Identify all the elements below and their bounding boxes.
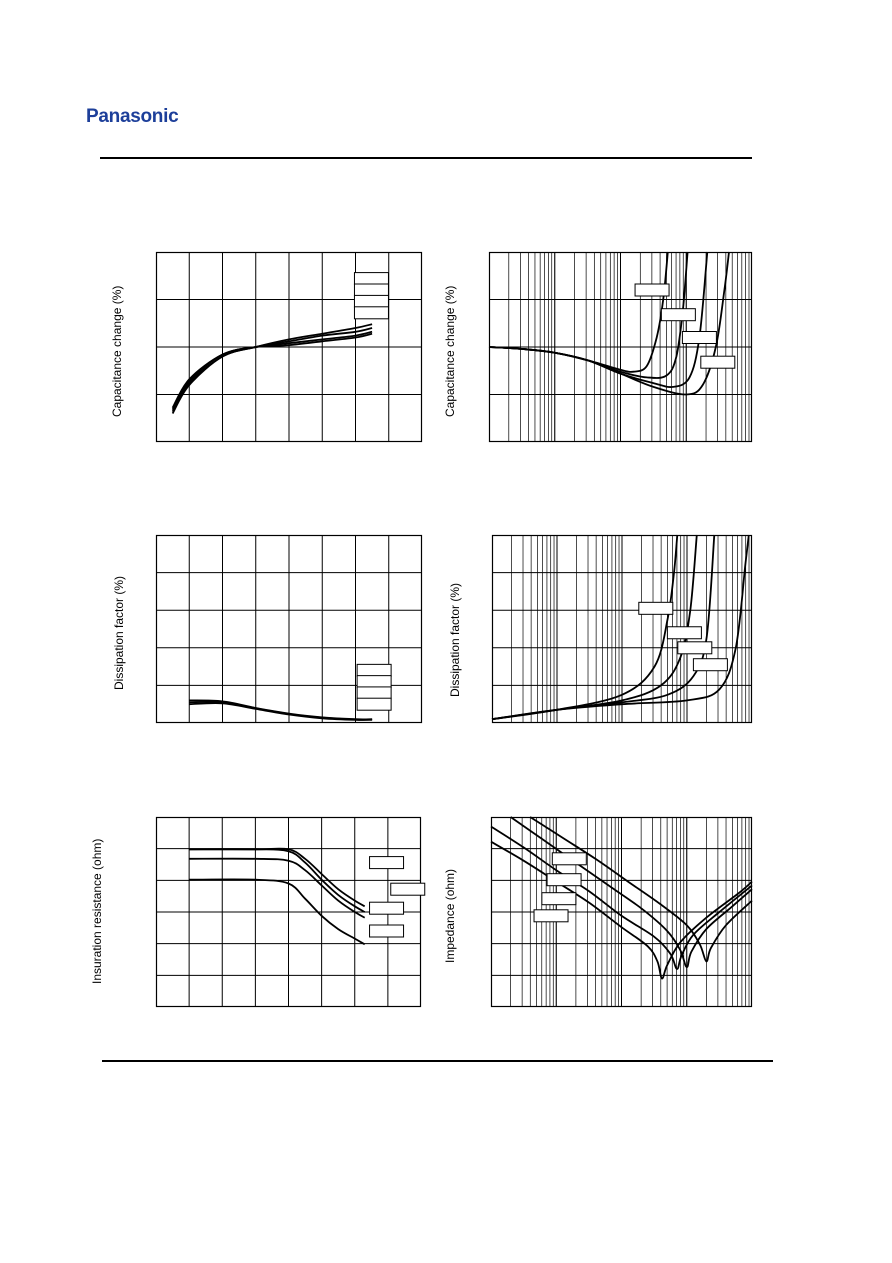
impedance-vs-frequency-chart [491,817,752,1007]
insulation-resistance-chart [156,817,421,1007]
header-rule [100,157,752,159]
y-axis-label: Impedance (ohm) [443,868,457,963]
capacitance-vs-frequency-chart [489,252,752,442]
legend-box [678,642,712,654]
legend-box [357,676,391,688]
dissipation-vs-temperature-chart [156,535,422,723]
legend-box [682,332,716,344]
legend-box [357,664,391,676]
legend-box [547,874,581,886]
chart-svg [489,252,752,442]
legend-box [354,295,388,307]
y-axis-label: Dissipation factor (%) [448,582,462,697]
legend-box [701,356,735,368]
series-line [489,252,668,372]
legend-box [354,273,388,285]
legend-box [693,659,727,671]
y-axis-label: Capacitance change (%) [443,285,457,417]
legend-box [542,893,576,905]
legend-box [661,309,695,321]
legend-box [635,284,669,296]
chart-svg [156,817,421,1007]
legend-box [370,902,404,914]
series-line [189,849,365,907]
legend-box [667,627,701,639]
legend-box [357,698,391,710]
series-line [189,702,372,720]
series-line [511,817,752,967]
chart-svg [156,252,422,442]
series-line [489,252,688,378]
y-axis-label: Insuration resistance (ohm) [90,838,104,984]
series-line [489,252,729,395]
legend-box [534,910,568,922]
y-axis-label: Dissipation factor (%) [112,575,126,690]
chart-svg [491,817,752,1007]
series-line [492,535,749,719]
chart-svg [156,535,422,723]
capacitance-vs-temperature-chart [156,252,422,442]
legend-box [357,687,391,699]
legend-box [552,853,586,865]
chart-svg [492,535,752,723]
legend-box [354,307,388,319]
dissipation-vs-frequency-chart [492,535,752,723]
legend-box [370,857,404,869]
panasonic-logo: Panasonic [86,106,179,127]
legend-box [354,284,388,296]
legend-box [639,602,673,614]
legend-box [370,925,404,937]
series-line [173,328,373,412]
y-axis-label: Capacitance change (%) [110,285,124,417]
legend-box [391,883,425,895]
footer-rule [102,1060,773,1062]
